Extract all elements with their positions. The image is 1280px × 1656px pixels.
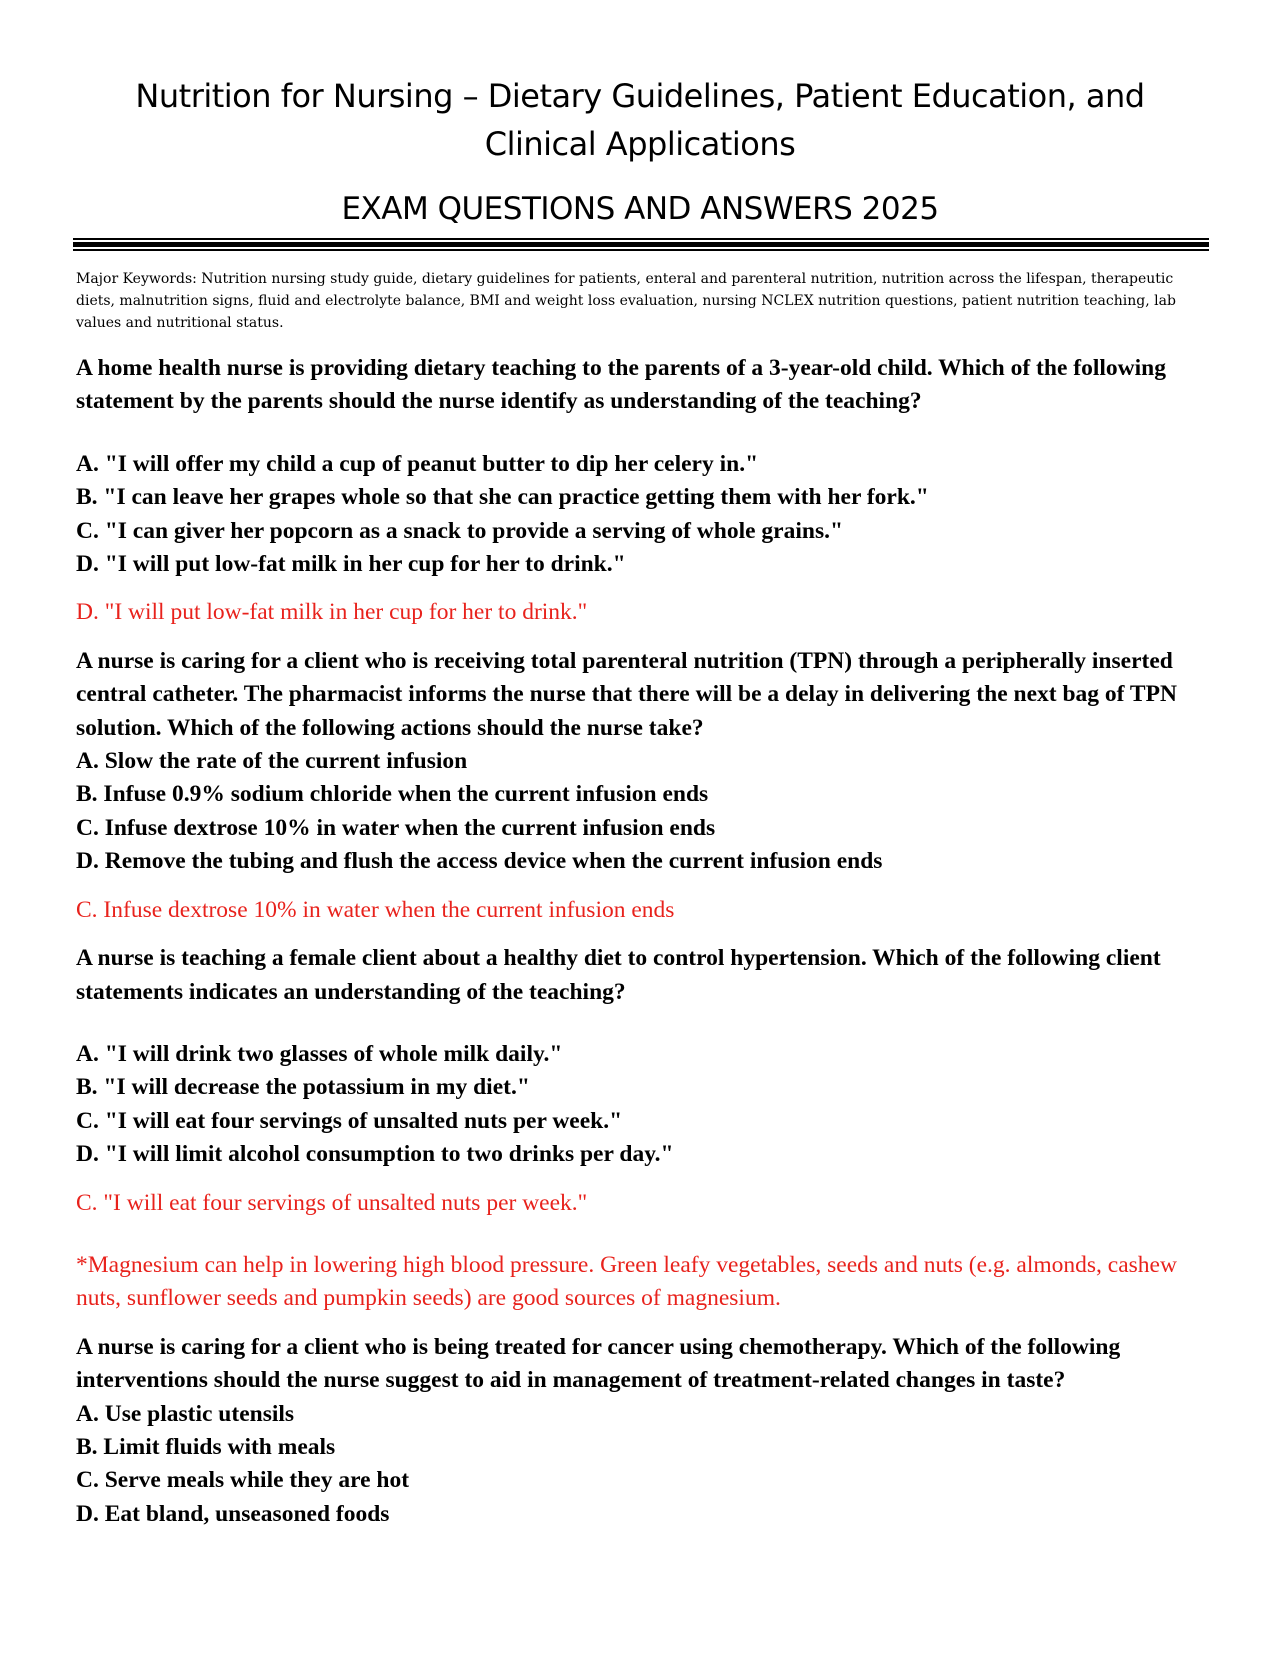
question-options-3 <box>76 1038 1211 1172</box>
answer-rationale-3: *Magnesium can help in lowering high blood pressure. Green leafy vegetables, seeds and nuts (e.g. almonds, cashew nuts, sunflower seeds and pumpkin seeds) are good sources of magnesium. <box>76 1251 1177 1312</box>
option-b: B. "I can leave her grapes whole so that she can practice getting them with her fork." <box>76 484 929 511</box>
option-d: D. Eat bland, unseasoned foods <box>76 1500 390 1527</box>
question-options-4 <box>76 1398 1211 1532</box>
option-a: A. "I will offer my child a cup of peanut butter to dip her celery in." <box>76 450 759 477</box>
page-title: Nutrition for Nursing – Dietary Guidelines, Patient Education, and Clinical Applications <box>135 77 1145 163</box>
option-a: A. Use plastic utensils <box>76 1400 295 1427</box>
question-stem-2: A nurse is caring for a client who is receiving total parenteral nutrition (TPN) through a peripherally inserted central catheter. The pharmacist informs the nurse that there will be a delay in delivering the next bag of TPN solution. Which of the following actions should the nurse take? <box>76 647 1177 741</box>
answer-3: C. "I will eat four servings of unsalted nuts per week." <box>76 1189 588 1216</box>
page-subtitle: EXAM QUESTIONS AND ANSWERS 2025 <box>341 191 939 227</box>
answer-2: C. Infuse dextrose 10% in water when the current infusion ends <box>76 896 675 923</box>
option-a: A. "I will drink two glasses of whole milk daily." <box>76 1040 563 1067</box>
option-d: D. "I will limit alcohol consumption to two drinks per day." <box>76 1141 674 1168</box>
option-d: D. Remove the tubing and flush the access device when the current infusion ends <box>76 848 883 875</box>
option-c: C. Infuse dextrose 10% in water when the current infusion ends <box>76 814 716 841</box>
question-options-1 <box>76 448 1211 582</box>
question-stem-3: A nurse is teaching a female client about a healthy diet to control hypertension. Which of the following client statements indicates an understanding of the teaching? <box>76 945 1161 1005</box>
option-c: C. "I will eat four servings of unsalted nuts per week." <box>76 1107 623 1134</box>
option-a: A. Slow the rate of the current infusion <box>76 748 468 775</box>
option-c: C. "I can giver her popcorn as a snack to provide a serving of whole grains." <box>76 517 844 544</box>
option-b: B. Infuse 0.9% sodium chloride when the current infusion ends <box>76 781 709 808</box>
option-d: D. "I will put low-fat milk in her cup for her to drink." <box>76 551 626 578</box>
questions-content <box>76 352 1211 1531</box>
option-c: C. Serve meals while they are hot <box>76 1467 410 1494</box>
question-stem-1: A home health nurse is providing dietary teaching to the parents of a 3-year-old child. Which of the following statement by the parents should the nurse identify as understanding of the teaching? <box>76 355 1166 415</box>
title-divider <box>73 238 1209 252</box>
question-options-2 <box>76 745 1211 879</box>
answer-1: D. "I will put low-fat milk in her cup for her to drink." <box>76 599 588 626</box>
question-stem-4: A nurse is caring for a client who is being treated for cancer using chemotherapy. Which of the following interventions should the nurse suggest to aid in management of treatment-related changes in taste? <box>76 1333 1121 1394</box>
option-b: B. "I will decrease the potassium in my diet." <box>76 1074 530 1101</box>
keywords-paragraph: Major Keywords: Nutrition nursing study guide, dietary guidelines for patients, enteral and parenteral nutrition, nutrition across the lifespan, therapeutic diets, malnutrition signs, fluid and electrolyte balance, BMI and weight loss evaluation, nursing NCLEX nutrition questions, patient nutrition teaching, lab values and nutritional status. <box>76 271 1176 331</box>
option-b: B. Limit fluids with meals <box>76 1433 336 1460</box>
